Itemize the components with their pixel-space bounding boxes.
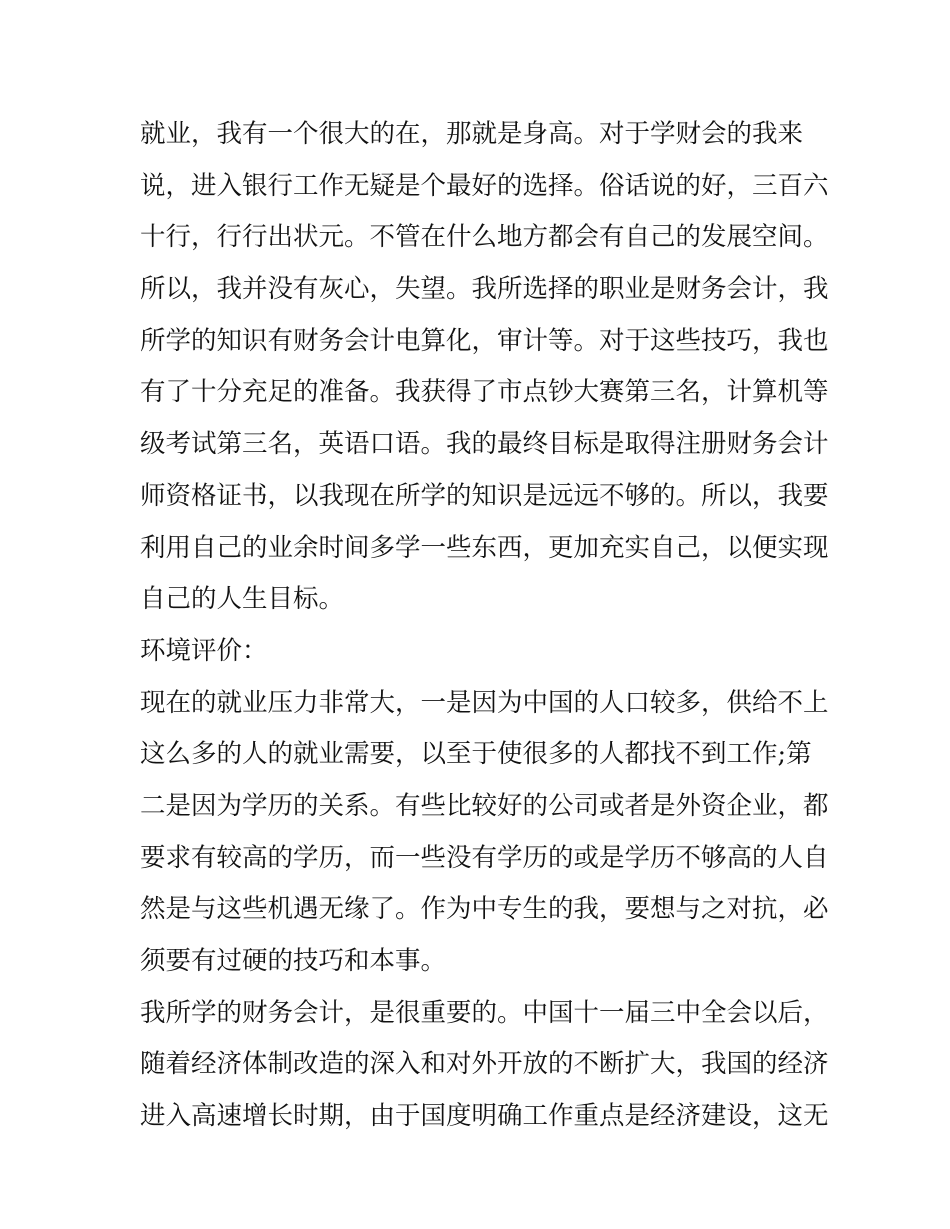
- text-line-17: 须要有过硬的技巧和本事。: [140, 946, 447, 976]
- text-line-4: 所以，我并没有灰心，失望。我所选择的职业是财务会计，我: [140, 274, 829, 305]
- text-line-9: 利用自己的业余时间多学一些东西，更加充实自己，以便实现: [140, 532, 829, 563]
- text-line-6: 有了十分充足的准备。我获得了市点钞大赛第三名，计算机等: [140, 377, 829, 408]
- text-line-13: 这么多的人的就业需要，以至于使很多的人都找不到工作;第: [140, 739, 812, 770]
- text-line-7: 级考试第三名，英语口语。我的最终目标是取得注册财务会计: [140, 429, 829, 460]
- text-line-3: 十行，行行出状元。不管在什么地方都会有自己的发展空间。: [140, 222, 829, 253]
- document-body: [140, 109, 830, 1143]
- text-line-20: 进入高速增长时期，由于国度明确工作重点是经济建设，这无: [140, 1101, 829, 1132]
- text-line-5: 所学的知识有财务会计电算化，审计等。对于这些技巧，我也: [140, 325, 829, 356]
- text-line-18: 我所学的财务会计，是很重要的。中国十一届三中全会以后，: [140, 997, 829, 1028]
- text-line-12: 现在的就业压力非常大，一是因为中国的人口较多，供给不上: [140, 687, 829, 718]
- text-line-10: 自己的人生目标。: [140, 584, 345, 615]
- text-line-8: 师资格证书，以我现在所学的知识是远远不够的。所以，我要: [140, 480, 829, 511]
- text-line-19: 随着经济体制改造的深入和对外开放的不断扩大，我国的经济: [140, 1049, 829, 1080]
- text-line-16: 然是与这些机遇无缘了。作为中专生的我，要想与之对抗，必: [140, 894, 829, 925]
- text-line-14: 二是因为学历的关系。有些比较好的公司或者是外资企业，都: [140, 790, 829, 821]
- section-heading: 环境评价：: [140, 635, 268, 666]
- text-line-2: 说，进入银行工作无疑是个最好的选择。俗话说的好，三百六: [140, 170, 829, 201]
- text-line-1: 就业，我有一个很大的在，那就是身高。对于学财会的我来: [140, 119, 804, 149]
- text-line-15: 要求有较高的学历，而一些没有学历的或是学历不够高的人自: [140, 842, 829, 873]
